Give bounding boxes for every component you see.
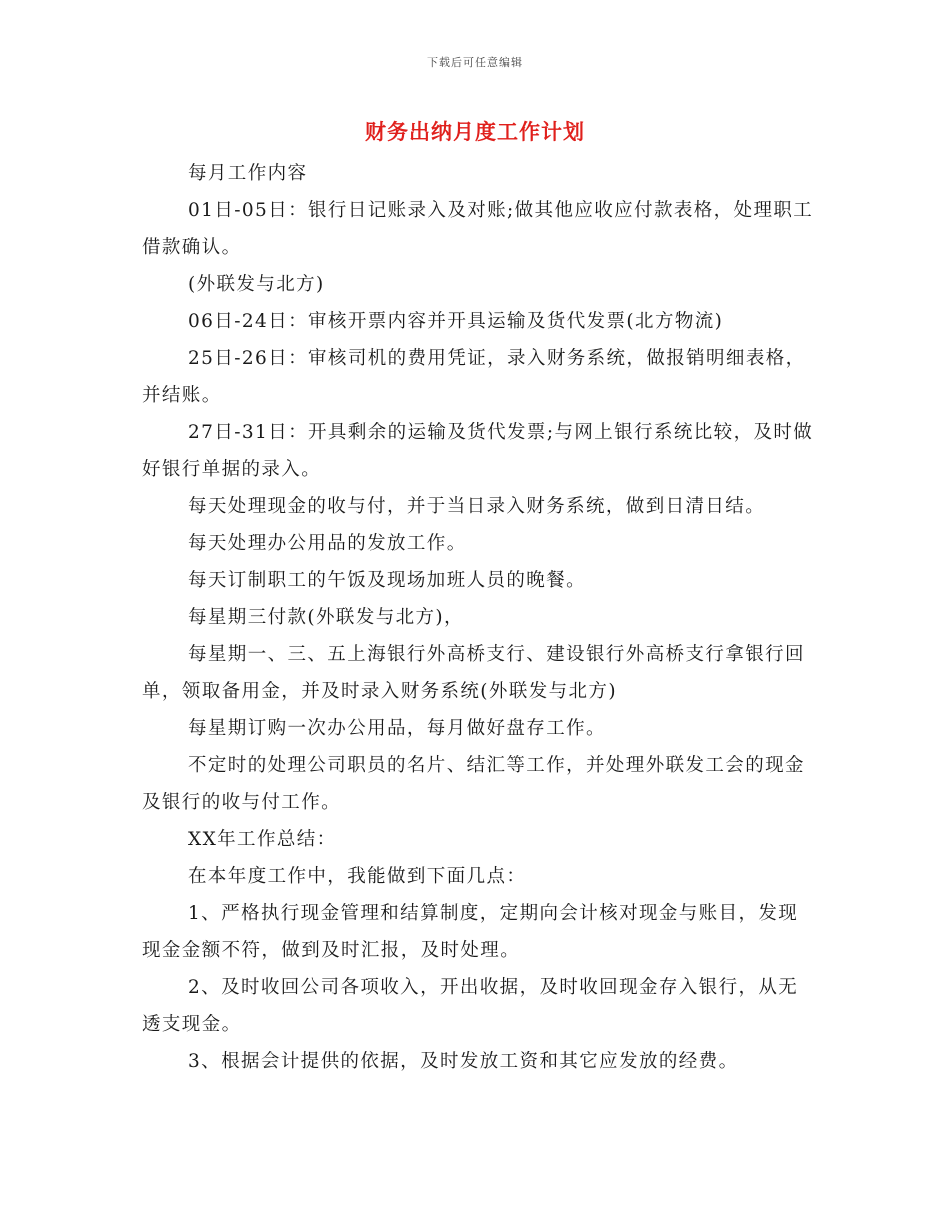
paragraph-weekly-purchase: 每星期订购一次办公用品，每月做好盘存工作。 [188,718,606,739]
paragraph-irregular-tasks: 不定时的处理公司职员的名片、结汇等工作，并处理外联发工会的现金及银行的收与付工作。 [142,755,805,813]
paragraph-daily-supplies: 每天处理办公用品的发放工作。 [188,533,467,554]
paragraph-daily-cash: 每天处理现金的收与付，并于当日录入财务系统，做到日清日结。 [188,496,766,517]
paragraph-weekly-payment: 每星期三付款(外联发与北方)， [188,607,464,628]
paragraph-summary-intro: 在本年度工作中，我能做到下面几点： [188,866,527,887]
paragraph-summary-heading: XX年工作总结： [188,829,337,850]
paragraph-scope-note: (外联发与北方) [188,274,325,295]
document-body [142,155,814,1080]
paragraph-day-01-05: 01日-05日：银行日记账录入及对账;做其他应收应付款表格，处理职工借款确认。 [142,200,814,258]
paragraph-weekly-bank: 每星期一、三、五上海银行外高桥支行、建设银行外高桥支行拿银行回单，领取备用金，并及时录入财务系统(外联发与北方) [142,644,805,702]
paragraph-day-25-26: 25日-26日：审核司机的费用凭证，录入财务系统，做报销明细表格，并结账。 [142,348,806,406]
paragraph-summary-point-1: 1、严格执行现金管理和结算制度，定期向会计核对现金与账目，发现现金金额不符，做到及时汇报，及时处理。 [142,903,799,961]
paragraph-day-06-24: 06日-24日：审核开票内容并开具运输及货代发票(北方物流) [188,311,724,332]
paragraph-monthly-heading: 每月工作内容 [188,163,308,184]
paragraph-day-27-31: 27日-31日：开具剩余的运输及货代发票;与网上银行系统比较，及时做好银行单据的录入。 [142,422,814,480]
paragraph-daily-meals: 每天订制职工的午饭及现场加班人员的晚餐。 [188,570,587,591]
paragraph-summary-point-3: 3、根据会计提供的依据，及时发放工资和其它应发放的经费。 [188,1051,739,1072]
paragraph-summary-point-2: 2、及时收回公司各项收入，开出收据，及时收回现金存入银行，从无透支现金。 [142,977,799,1035]
document-title: 财务出纳月度工作计划 [365,119,585,144]
header-note: 下载后可任意编辑 [427,56,523,69]
